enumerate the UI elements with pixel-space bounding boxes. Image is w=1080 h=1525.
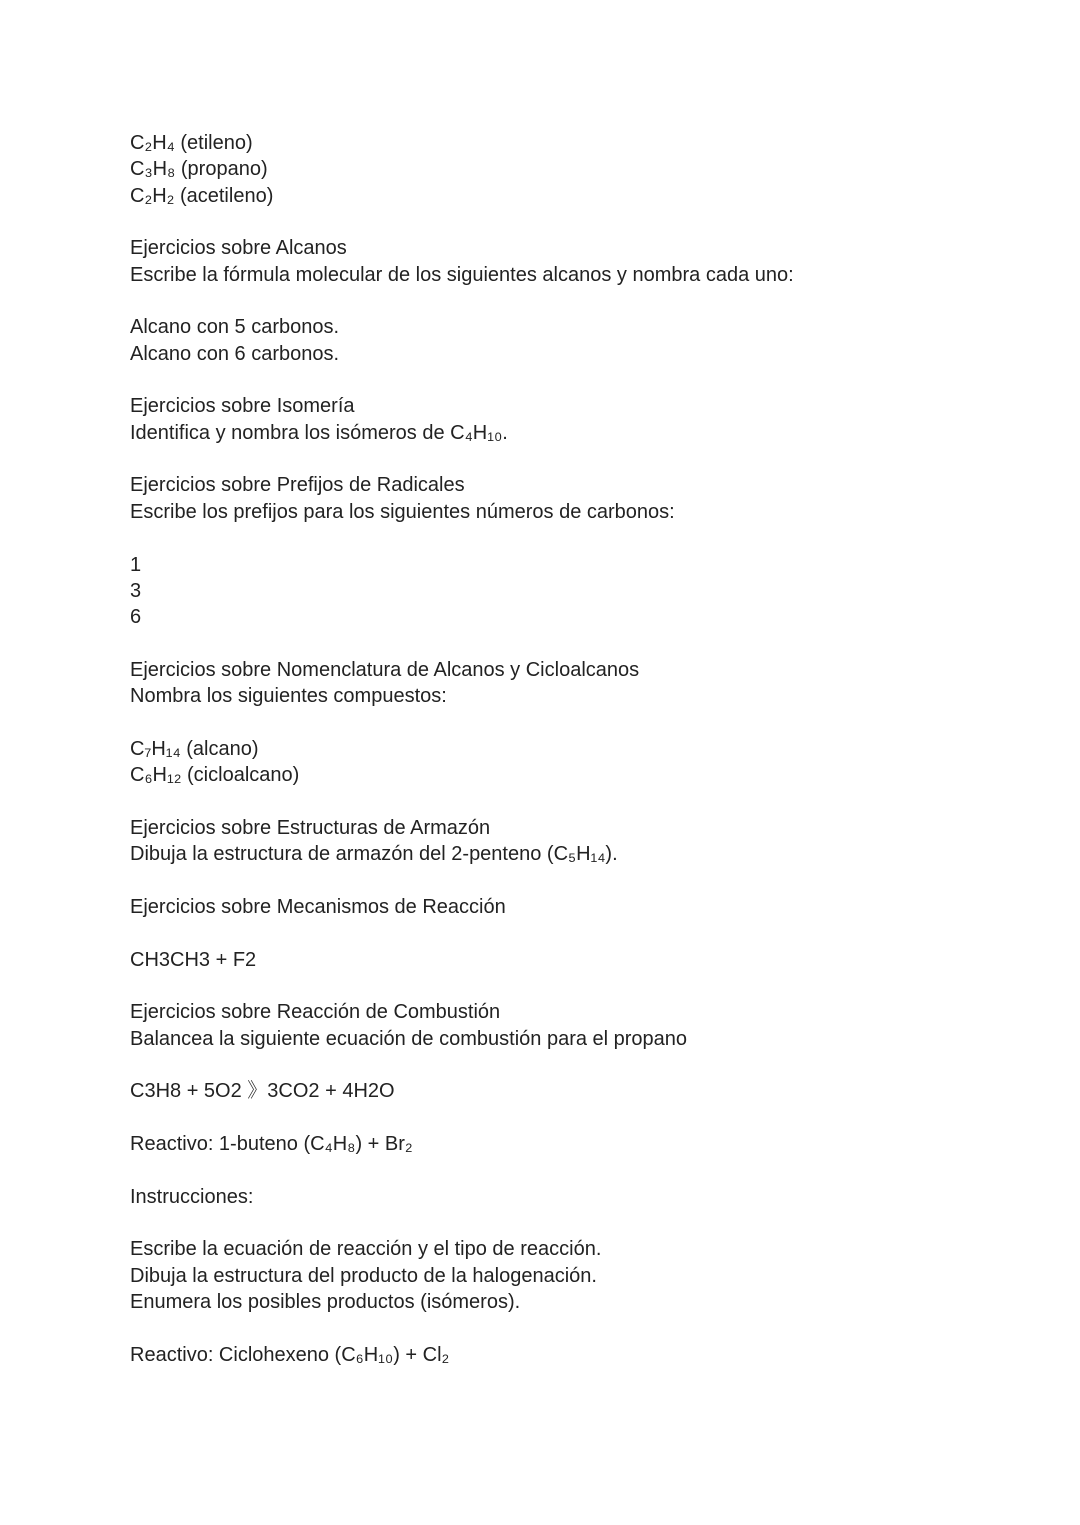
text-line: C₃H₈ (propano) xyxy=(130,158,268,181)
text-line: Ejercicios sobre Estructuras de Armazón xyxy=(130,816,491,839)
blank-line xyxy=(130,367,1010,393)
text-line: 1 xyxy=(130,553,142,576)
text-line: Nombra los siguientes compuestos: xyxy=(130,685,447,708)
text-line: Ejercicios sobre Prefijos de Radicales xyxy=(130,474,465,497)
blank-line xyxy=(130,288,1010,314)
blank-line xyxy=(130,1105,1010,1131)
blank-line xyxy=(130,1052,1010,1078)
text-line: Alcano con 5 carbonos. xyxy=(130,316,340,339)
text-line: Instrucciones: xyxy=(130,1185,254,1208)
text-line: Dibuja la estructura del producto de la halogenación. xyxy=(130,1264,597,1287)
text-line: Ejercicios sobre Reacción de Combustión xyxy=(130,1001,501,1024)
blank-line xyxy=(130,1210,1010,1236)
blank-line xyxy=(130,789,1010,815)
text-line: Ejercicios sobre Nomenclatura de Alcanos y Cicloalcanos xyxy=(130,658,640,681)
text-line: CH3CH3 + F2 xyxy=(130,948,257,971)
blank-line xyxy=(130,973,1010,999)
text-line: C₇H₁₄ (alcano) xyxy=(130,737,259,760)
blank-line xyxy=(130,1315,1010,1341)
blank-line xyxy=(130,525,1010,551)
text-line: Ejercicios sobre Isomería xyxy=(130,395,355,418)
text-line: C3H8 + 5O2 》3CO2 + 4H2O xyxy=(130,1080,395,1103)
blank-line xyxy=(130,920,1010,946)
text-line: Escribe los prefijos para los siguientes números de carbonos: xyxy=(130,500,675,523)
text-line: Identifica y nombra los isómeros de C₄H₁₀. xyxy=(130,421,508,444)
blank-line xyxy=(130,631,1010,657)
text-line: Reactivo: 1-buteno (C₄H₈) + Br₂ xyxy=(130,1133,413,1156)
text-line: Escribe la fórmula molecular de los siguientes alcanos y nombra cada uno: xyxy=(130,263,794,286)
text-line: Alcano con 6 carbonos. xyxy=(130,342,340,365)
text-line: C₆H₁₂ (cicloalcano) xyxy=(130,764,300,787)
text-line: C₂H₂ (acetileno) xyxy=(130,184,274,207)
blank-line xyxy=(130,710,1010,736)
text-line: C₂H₄ (etileno) xyxy=(130,132,253,154)
text-line: Balancea la siguiente ecuación de combustión para el propano xyxy=(130,1027,688,1050)
text-line: Escribe la ecuación de reacción y el tipo de reacción. xyxy=(130,1238,602,1261)
text-line: Ejercicios sobre Alcanos xyxy=(130,237,347,260)
text-line: Enumera los posibles productos (isómeros). xyxy=(130,1291,521,1314)
text-line: Reactivo: Ciclohexeno (C₆H₁₀) + Cl₂ xyxy=(130,1343,450,1366)
document-page xyxy=(130,130,1010,1368)
blank-line xyxy=(130,446,1010,472)
text-line: 6 xyxy=(130,606,142,629)
blank-line xyxy=(130,1157,1010,1183)
blank-line xyxy=(130,209,1010,235)
text-line: 3 xyxy=(130,579,142,602)
text-line: Dibuja la estructura de armazón del 2-penteno (C₅H₁₄). xyxy=(130,843,618,866)
blank-line xyxy=(130,868,1010,894)
text-line: Ejercicios sobre Mecanismos de Reacción xyxy=(130,895,506,918)
